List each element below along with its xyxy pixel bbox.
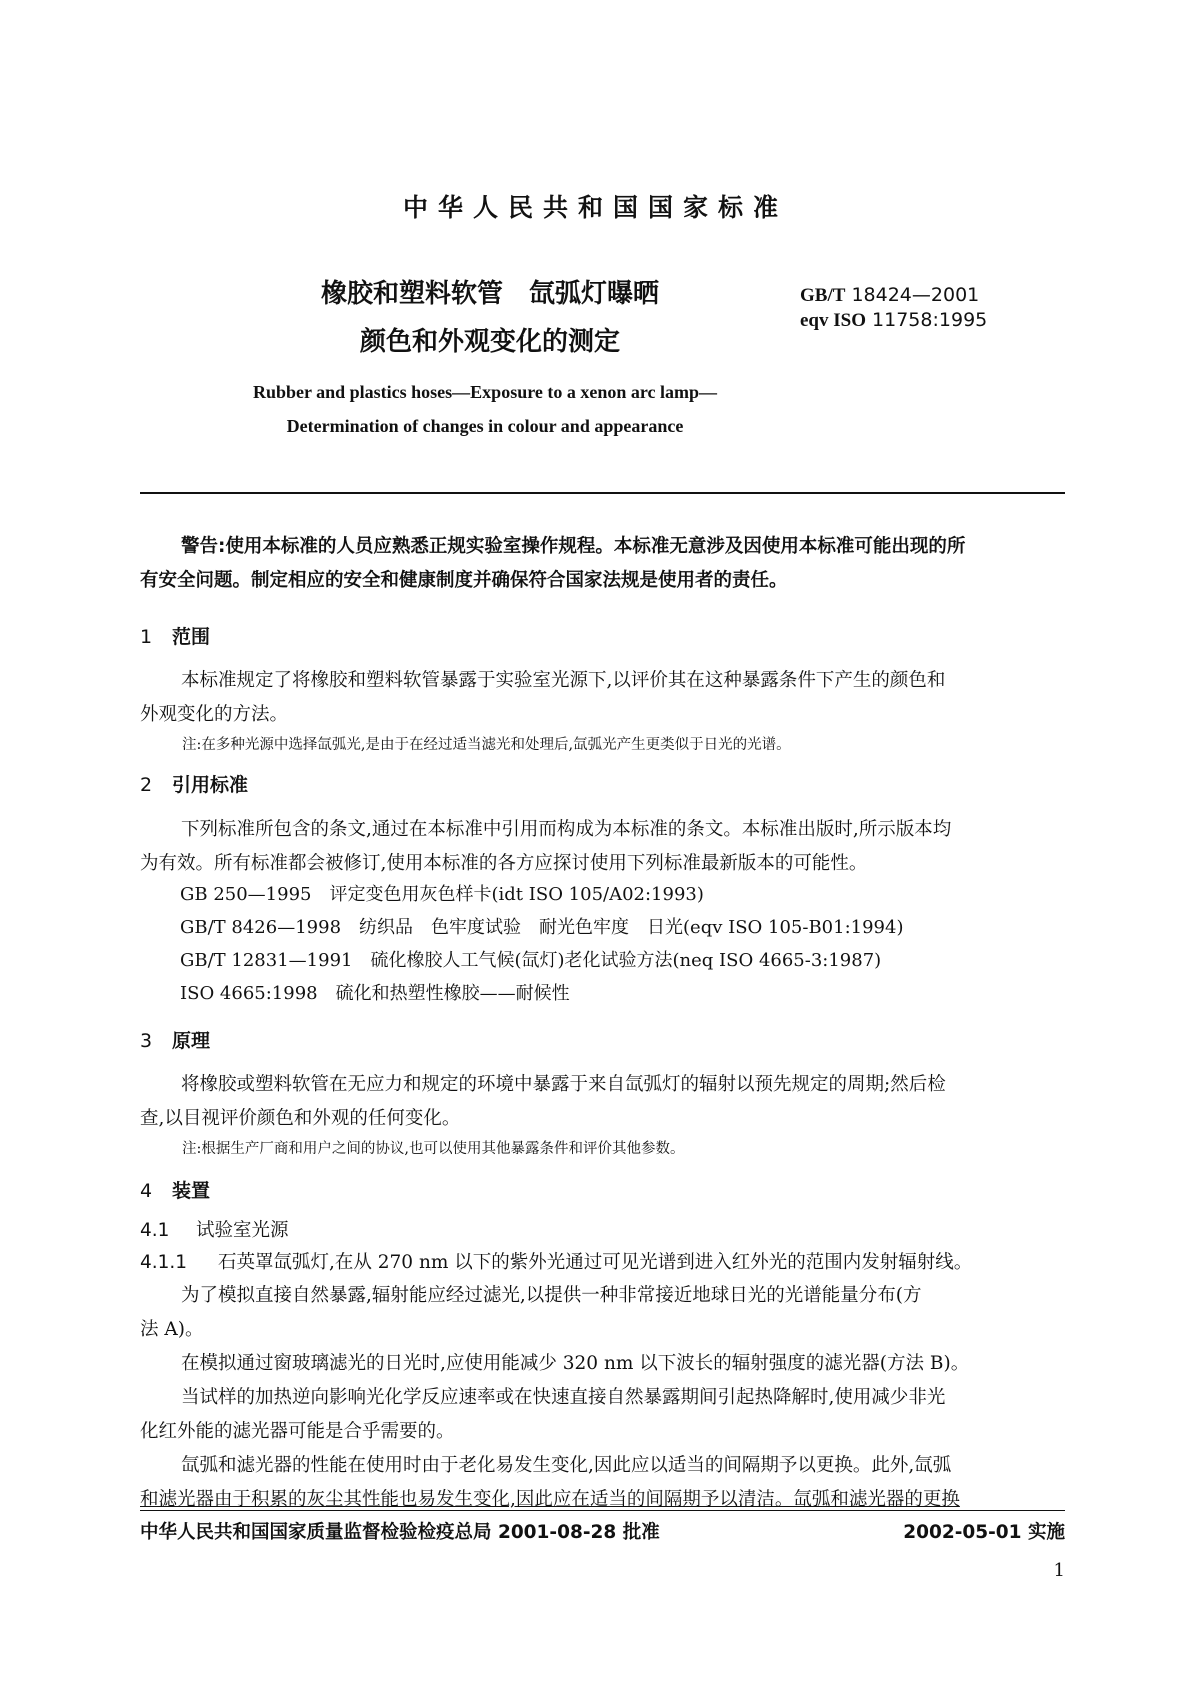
section-4-paragraph-method-b: 在模拟通过窗玻璃滤光的日光时,应使用能减少 320 nm 以下波长的辐射强度的滤光器(方法 B)。 xyxy=(181,1353,970,1374)
section-2-heading: 2 引用标准 xyxy=(140,774,249,796)
implementation-date: 2002-05-01 实施 xyxy=(903,1522,1065,1543)
section-2-paragraph: 下列标准所包含的条文,通过在本标准中引用而构成为本标准的条文。本标准出版时,所示版本均 为有效。所有标准都会被修订,使用本标准的各方应探讨使用下列标准最新版本的可能性。 xyxy=(140,819,952,874)
page-number: 1 xyxy=(1053,1560,1065,1581)
reference-item: ISO 4665:1998 硫化和热塑性橡胶——耐候性 xyxy=(180,983,570,1004)
document-title-english xyxy=(190,375,780,443)
section-1-paragraph: 本标准规定了将橡胶和塑料软管暴露于实验室光源下,以评价其在这种暴露条件下产生的颜色和 外观变化的方法。 xyxy=(140,670,946,725)
document-title-chinese xyxy=(240,270,740,366)
standard-header-title: 中华人民共和国国家标准 xyxy=(402,193,788,222)
section-1-heading: 1 范围 xyxy=(140,626,211,648)
section-4-paragraph-filters: 当试样的加热逆向影响光化学反应速率或在快速直接自然暴露期间引起热降解时,使用减少非光 化红外能的滤光器可能是合乎需要的。 xyxy=(140,1387,946,1442)
section-4-heading: 4 装置 xyxy=(140,1180,211,1202)
reference-item: GB 250—1995 评定变色用灰色样卡(idt ISO 105/A02:1993) xyxy=(180,884,704,905)
reference-item: GB/T 12831—1991 硫化橡胶人工气候(氙灯)老化试验方法(neq ISO 4665-3:1987) xyxy=(180,950,882,971)
equivalent-standard: eqv ISO 11758:1995 xyxy=(800,309,988,331)
footer-divider xyxy=(140,1510,1065,1511)
reference-item: GB/T 8426—1998 纺织品 色牢度试验 耐光色牢度 日光(eqv ISO 105-B01:1994) xyxy=(180,917,904,938)
section-1-note: 注:在多种光源中选择氙弧光,是由于在经过适当滤光和处理后,氙弧光产生更类似于日光的光谱。 xyxy=(182,737,791,753)
standard-number: GB/T 18424—2001 xyxy=(800,284,980,306)
section-4-1-heading: 4.1 试验室光源 xyxy=(140,1220,289,1241)
section-4-paragraph-method-a: 为了模拟直接自然暴露,辐射能应经过滤光,以提供一种非常接近地球日光的光谱能量分布(方 法 A)。 xyxy=(140,1285,922,1340)
section-4-paragraph-replacement: 氙弧和滤光器的性能在使用时由于老化易发生变化,因此应以适当的间隔期予以更换。此外,氙弧 和滤光器由于积累的灰尘其性能也易发生变化,因此应在适当的间隔期予以清洁。氙弧和滤光器的更换 xyxy=(140,1455,960,1510)
section-3-heading: 3 原理 xyxy=(140,1030,211,1052)
approval-statement: 中华人民共和国国家质量监督检验检疫总局 2001-08-28 批准 xyxy=(140,1522,660,1543)
title-cn-line-1: 橡胶和塑料软管 氙弧灯曝晒 xyxy=(320,279,659,309)
section-3-paragraph: 将橡胶或塑料软管在无应力和规定的环境中暴露于来自氙弧灯的辐射以预先规定的周期;然后检 查,以目视评价颜色和外观的任何变化。 xyxy=(140,1074,946,1129)
title-divider xyxy=(140,492,1065,494)
title-en-line-2: Determination of changes in colour and appearance xyxy=(286,416,684,436)
section-3-note: 注:根据生产厂商和用户之间的协议,也可以使用其他暴露条件和评价其他参数。 xyxy=(182,1141,685,1157)
title-cn-line-2: 颜色和外观变化的测定 xyxy=(359,327,620,357)
title-en-line-1: Rubber and plastics hoses—Exposure to a xenon arc lamp— xyxy=(252,382,718,402)
section-4-1-1-paragraph: 4.1.1 石英罩氙弧灯,在从 270 nm 以下的紫外光通过可见光谱到进入红外光的范围内发射辐射线。 xyxy=(140,1252,973,1273)
standard-number-block xyxy=(800,283,987,333)
warning-paragraph: 警告:使用本标准的人员应熟悉正规实验室操作规程。本标准无意涉及因使用本标准可能出现的所 有安全问题。制定相应的安全和健康制度并确保符合国家法规是使用者的责任。 xyxy=(140,536,966,591)
